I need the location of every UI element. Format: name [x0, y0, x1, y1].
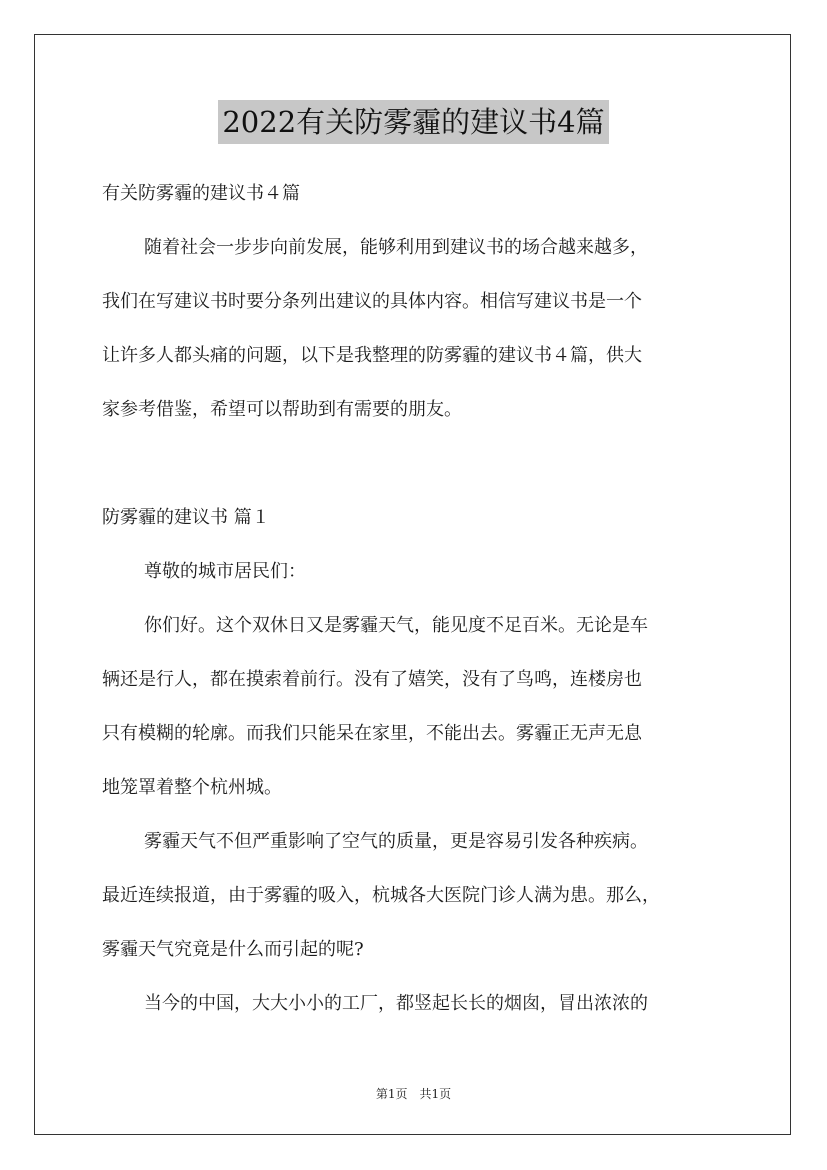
section-heading: 防雾霾的建议书 篇１ — [102, 507, 270, 528]
paragraph-line: 我们在写建议书时要分条列出建议的具体内容。相信写建议书是一个 — [102, 291, 642, 312]
paragraph-line: 你们好。这个双休日又是雾霾天气，能见度不足百米。无论是车 — [144, 615, 648, 636]
paragraph-line: 雾霾天气究竟是什么而引起的呢? — [102, 939, 364, 960]
subtitle-line: 有关防雾霾的建议书４篇 — [102, 183, 300, 204]
paragraph-line: 雾霾天气不但严重影响了空气的质量，更是容易引发各种疾病。 — [144, 831, 648, 852]
paragraph-line: 家参考借鉴，希望可以帮助到有需要的朋友。 — [102, 399, 462, 420]
title-container — [0, 100, 827, 144]
paragraph-line: 随着社会一步步向前发展，能够利用到建议书的场合越来越多， — [144, 237, 648, 258]
paragraph-line: 地笼罩着整个杭州城。 — [102, 777, 282, 798]
document-title: 2022有关防雾霾的建议书4篇 — [218, 100, 608, 144]
paragraph-line: 让许多人都头痛的问题，以下是我整理的防雾霾的建议书４篇，供大 — [102, 345, 642, 366]
paragraph-line: 只有模糊的轮廓。而我们只能呆在家里，不能出去。雾霾正无声无息 — [102, 723, 642, 744]
page-footer: 第1页 共1页 — [375, 1087, 452, 1101]
salutation-line: 尊敬的城市居民们： — [144, 561, 306, 582]
paragraph-line: 当今的中国，大大小小的工厂，都竖起长长的烟囱，冒出浓浓的 — [144, 993, 648, 1014]
paragraph-line: 最近连续报道，由于雾霾的吸入，杭城各大医院门诊人满为患。那么， — [102, 885, 660, 906]
paragraph-line: 辆还是行人，都在摸索着前行。没有了嬉笑，没有了鸟鸣，连楼房也 — [102, 669, 642, 690]
